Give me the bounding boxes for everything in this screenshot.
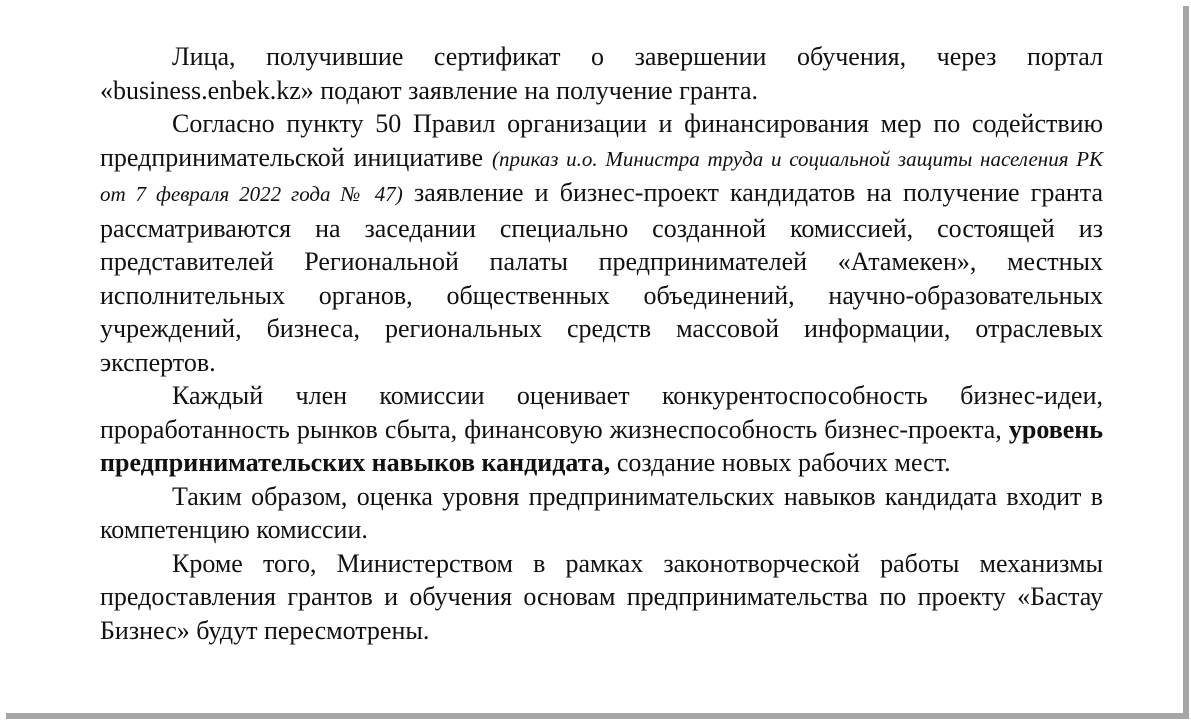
paragraph-rules-body: заявление и бизнес-проект кандидатов на получение гранта рассматриваются на заседании специально созданной комиссией, состоящей из представителей Региональной палаты предпринимателей «Атамекен», местных исполнительных органов, общественных объединений, научно-образовательных учреждений, бизнеса, региональных средств массовой информации, отраслевых экспертов. (100, 178, 1104, 377)
paragraph-certificate-text: Лица, получившие сертификат о завершении обучения, через портал «business.enbek.kz» подают заявление на получение гранта. (100, 42, 1103, 105)
paragraph-revision (100, 547, 1103, 648)
paragraph-evaluation (100, 379, 1103, 480)
paragraph-rules-intro: Согласно пункту 50 Правил организации и финансирования мер по содействию предпринимательской инициативе (100, 109, 1103, 172)
paragraph-rules (100, 107, 1103, 379)
paragraph-revision-text: Кроме того, Министерством в рамках законотворческой работы механизмы предоставления грантов и обучения основам предпринимательства по проекту «Бастау Бизнес» будут пересмотрены. (100, 548, 1103, 645)
paragraph-competence (100, 480, 1103, 547)
paragraph-evaluation-intro: Каждый член комиссии оценивает конкурентоспособность бизнес-идеи, проработанность рынков сбыта, финансовую жизнеспособность бизнес-проекта, (100, 381, 1103, 444)
document-body (100, 40, 1103, 647)
emphasis-skills-level: уровень предпринимательских навыков кандидата, (100, 414, 1103, 477)
order-citation: (приказ и.о. Министра труда и социальной защиты населения РК от 7 февраля 2022 года № 47) (100, 146, 1103, 206)
paragraph-competence-text: Таким образом, оценка уровня предпринимательских навыков кандидата входит в компетенцию комиссии. (100, 481, 1103, 544)
paragraph-certificate (100, 40, 1103, 107)
paragraph-evaluation-end: создание новых рабочих мест. (610, 448, 951, 477)
